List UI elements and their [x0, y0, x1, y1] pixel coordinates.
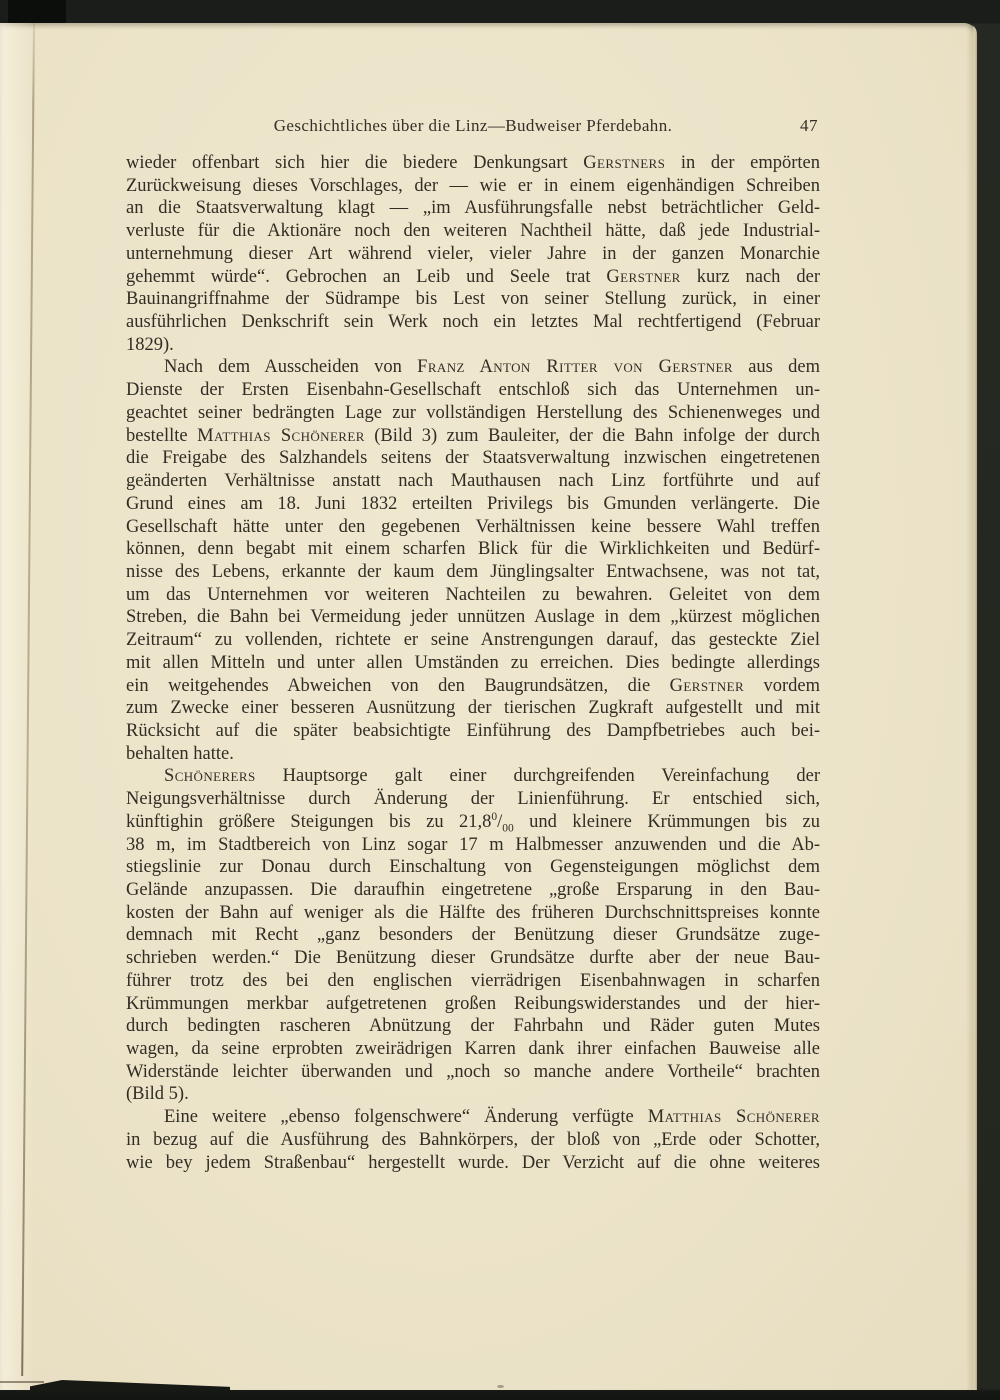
- text-line: 1829).: [126, 334, 174, 355]
- text-line: Krümmungen merkbar aufgetretenen großen Reibungswiderstandes und der hier-: [126, 993, 820, 1014]
- running-header-title: Geschichtliches über die Linz—Budweiser Pferdebahn.: [273, 116, 673, 135]
- text-line: ein weitgehendes Abweichen von den Baugrundsätzen, die Gerstner vordem: [126, 675, 820, 696]
- text-line: nisse des Lebens, erkannte der kaum dem Jünglingsalter Entwachsene, was not tat,: [126, 561, 820, 582]
- per-mille-notation: 00: [502, 822, 514, 835]
- text-line: in bezug auf die Ausführung des Bahnkörpers, der bloß von „Erde oder Schotter,: [126, 1129, 820, 1150]
- text-line: künftighin größere Steigungen bis zu $21,8^0/_{00}$ und kleinere Krümmungen bis zu: [126, 810, 820, 835]
- person-name-smallcaps: Franz Anton Ritter von Gerstner: [417, 357, 733, 378]
- person-name-smallcaps: Matthias Schönerer: [647, 1107, 820, 1128]
- text-line: 38 m, im Stadtbereich von Linz sogar 17 m Halbmesser anzuwenden und die Ab-: [126, 834, 820, 855]
- text-line: Bauinangriffnahme der Südrampe bis Lest von seiner Stellung zurück, in einer: [126, 289, 820, 310]
- text-line: wagen, da seine erprobten zweirädrigen Karren dank ihrer einfachen Bauweise alle: [126, 1039, 820, 1060]
- text-line: kosten der Bahn auf weniger als die Hälfte des früheren Durchschnittspreises konnte: [126, 902, 820, 923]
- text-line: Dienste der Ersten Eisenbahn-Gesellschaft entschloß sich das Unternehmen un-: [126, 380, 820, 401]
- text-line: mit allen Mitteln und unter allen Umständen zu erreichen. Dies bedingte allerdings: [126, 652, 820, 673]
- text-line: führer trotz des bei den englischen vierrädrigen Eisenbahnwagen in scharfen: [126, 970, 820, 991]
- person-name-smallcaps: Schönerers: [164, 766, 256, 787]
- page-gutter-crease: [21, 23, 35, 1376]
- text-line: geänderten Verhältnisse anstatt nach Mauthausen nach Linz fortführte und auf: [126, 471, 820, 492]
- text-line: unternehmung dieser Art während vieler, vieler Jahre in der ganzen Monarchie: [126, 243, 820, 264]
- text-line: Zurückweisung dieses Vorschlages, der — wie er in einem eigenhändigen Schreiben: [126, 175, 820, 196]
- text-line: Grund eines am 18. Juni 1832 erteilten Privilegs bis Gmunden verlängerte. Die: [126, 493, 820, 514]
- text-line: Eine weitere „ebenso folgenschwere“ Änderung verfügte Matthias Schönerer: [164, 1107, 820, 1128]
- text-line: durch bedingten rascheren Abnützung der Fahrbahn und Räder guten Mutes: [126, 1016, 820, 1037]
- text-line: an die Staatsverwaltung klagt — „im Ausführungsfalle nebst beträchtlicher Geld-: [126, 198, 820, 219]
- person-name-smallcaps: Matthias Schönerer: [197, 425, 365, 446]
- text-line: bestellte Matthias Schönerer (Bild 3) zum Bauleiter, der die Bahn infolge der durch: [126, 425, 820, 446]
- text-line: behalten hatte.: [126, 743, 234, 764]
- text-line: Rücksicht auf die später beabsichtigte Einführung des Dampfbetriebes auch bei-: [126, 720, 820, 741]
- text-line: Neigungsverhältnisse durch Änderung der Linienführung. Er entschied sich,: [126, 789, 820, 810]
- page-corner-shadow: [30, 1380, 230, 1391]
- text-line: um das Unternehmen vor weiteren Nachteilen zu bewahren. Geleitet von dem: [126, 584, 820, 605]
- text-line: zum Zwecke einer besseren Ausnützung der tierischen Zugkraft aufgestellt und mit: [126, 698, 820, 719]
- page-number: 47: [800, 116, 818, 135]
- text-line: Zeitraum“ zu vollenden, richtete er seine Anstrengungen darauf, das gesteckte Ziel: [126, 630, 820, 651]
- text-line: geachtet seiner bedrängten Lage zur vollständigen Herstellung des Schienenweges und: [126, 402, 820, 423]
- text-line: Streben, die Bahn bei Vermeidung jeder unnützen Auslage in dem „kürzest möglichen: [126, 607, 820, 628]
- person-name-smallcaps: Gerstner: [606, 266, 681, 287]
- text-line: wieder offenbart sich hier die biedere Denkungsart Gerstners in der empörten: [126, 153, 820, 173]
- running-header: [126, 115, 820, 137]
- text-line: Gelände anzupassen. Die daraufhin eingetretene „große Ersparung in den Bau-: [126, 880, 820, 900]
- text-line: stiegslinie zur Donau durch Einschaltung von Gegensteigungen möglichst dem: [126, 857, 820, 878]
- text-line: können, denn begabt mit einem scharfen Blick für die Wirklichkeiten und Bedürf-: [126, 539, 820, 560]
- text-line: Gesellschaft hätte unter den gegebenen Verhältnissen keine bessere Wahl treffen: [126, 516, 820, 537]
- text-line: Schönerers Hauptsorge galt einer durchgreifenden Vereinfachung der: [164, 766, 820, 787]
- text-line: Nach dem Ausscheiden von Franz Anton Ritter von Gerstner aus dem: [164, 357, 820, 378]
- text-line: ausführlichen Denkschrift sein Werk noch ein letztes Mal rechtfertigend (Februar: [126, 312, 820, 333]
- text-line: Widerstände leichter überwanden und „noch so manche andere Vortheile“ brachten: [126, 1061, 820, 1082]
- text-line: die Freigabe des Salzhandels seitens der Staatsverwaltung inzwischen eingetretenen: [126, 448, 820, 469]
- text-line: (Bild 5).: [126, 1084, 189, 1105]
- page-body: [126, 152, 820, 1174]
- text-line: wie bey jedem Straßenbau“ hergestellt wurde. Der Verzicht auf die ohne weiteres: [126, 1152, 820, 1173]
- underlying-page-edge: [0, 1381, 44, 1383]
- person-name-smallcaps: Gerstners: [583, 153, 666, 173]
- scan-dust-speck: [497, 1385, 504, 1388]
- person-name-smallcaps: Gerstner: [669, 675, 745, 696]
- text-line: schrieben werden.“ Die Benützung dieser Grundsätze durfte aber der neue Bau-: [126, 948, 820, 969]
- book-page: [0, 23, 977, 1390]
- text-line: verluste für die Aktionäre noch den weiteren Nachtheil hätte, daß jede Industrial-: [126, 221, 820, 242]
- scanner-background-notch: [8, 0, 66, 23]
- text-line: demnach mit Recht „ganz besonders der Benützung dieser Grundsätze zuge-: [126, 925, 820, 946]
- text-line: gehemmt würde“. Gebrochen an Leib und Seele trat Gerstner kurz nach der: [126, 266, 820, 287]
- per-mille-notation: 0: [491, 810, 498, 823]
